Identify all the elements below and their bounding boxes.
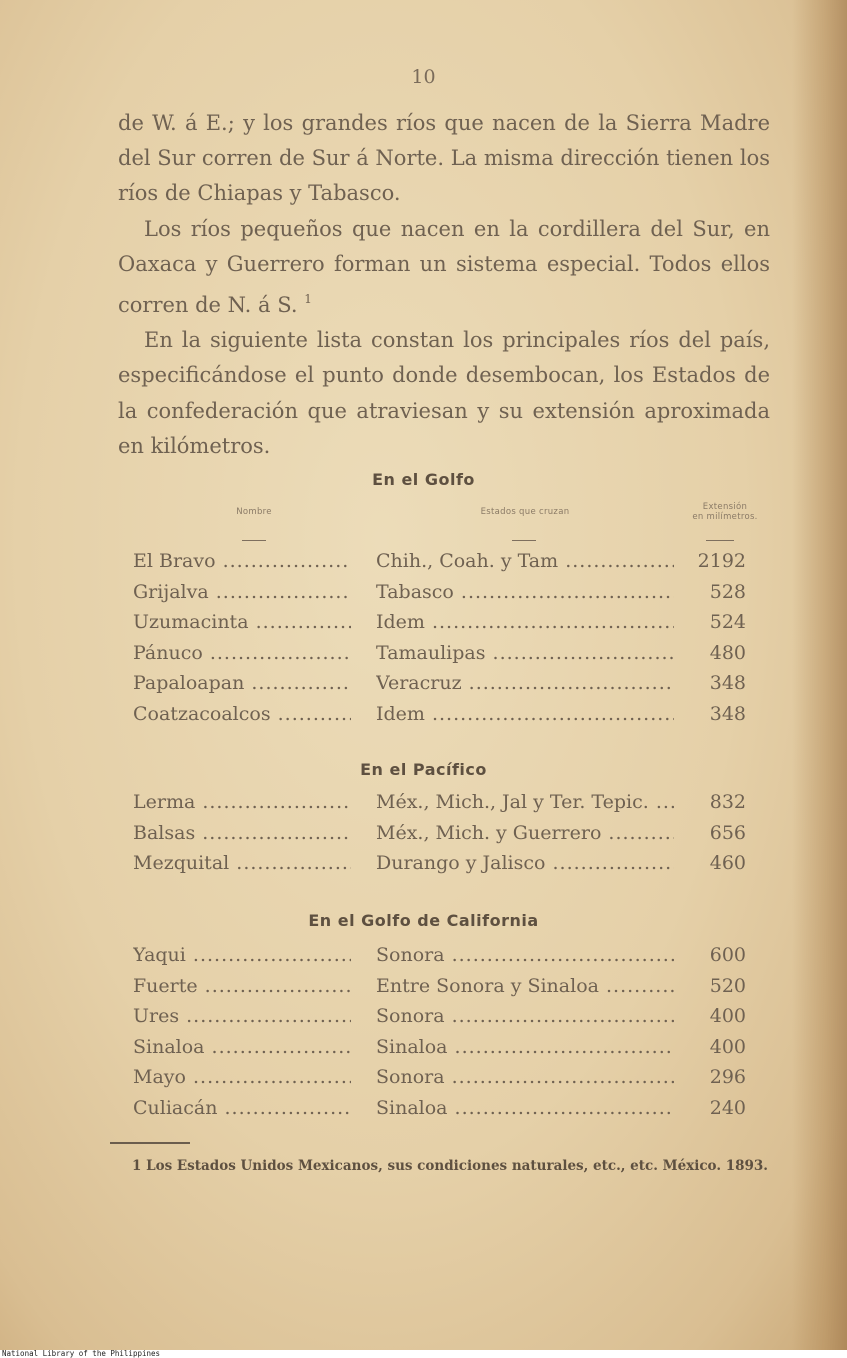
column-header-states: Estados que cruzan (480, 507, 570, 517)
river-extension: 656 (709, 821, 746, 844)
paragraph-2 (118, 212, 770, 324)
river-name: Culiacán ..... (133, 1097, 351, 1119)
river-name: Fuerte ..... (133, 975, 351, 997)
river-states: Tabasco ..... (376, 581, 674, 603)
table-row (0, 944, 847, 974)
river-states: Sonora ..... (376, 1005, 674, 1027)
river-name: Uzumacinta ..... (133, 611, 351, 633)
river-name: Coatzacoalcos ..... (133, 703, 351, 725)
table-row (0, 1036, 847, 1066)
river-extension: 2192 (697, 550, 746, 572)
river-extension: 600 (709, 944, 746, 966)
river-name: Sinaloa ..... (133, 1036, 351, 1058)
river-extension: 400 (709, 1035, 746, 1058)
table-row (0, 1005, 847, 1035)
footnote-rule (110, 1142, 190, 1144)
river-extension: 528 (709, 580, 746, 603)
river-name: Pánuco ..... (133, 642, 351, 664)
table-row (0, 975, 847, 1005)
page-number: 10 (411, 66, 436, 88)
river-extension: 348 (709, 672, 746, 695)
river-states: Entre Sonora y Sinaloa ..... (376, 975, 674, 997)
river-extension: 240 (709, 1097, 746, 1119)
river-extension: 348 (709, 703, 746, 725)
column-header-name: Nombre (236, 507, 272, 517)
river-states: Idem ..... (376, 611, 674, 633)
river-name: Mayo ..... (133, 1066, 351, 1088)
table-row (0, 672, 847, 702)
section-title-california: En el Golfo de California (308, 911, 539, 930)
table-row (0, 1097, 847, 1127)
library-credit: National Library of the Philippines (2, 1349, 161, 1358)
table-row (0, 822, 847, 852)
column-divider-dash (242, 540, 266, 541)
river-extension: 296 (709, 1066, 746, 1089)
footnote-reference: 1 (304, 292, 312, 307)
column-divider-dash (512, 540, 536, 541)
table-row (0, 581, 847, 611)
river-states: Veracruz ..... (376, 672, 674, 694)
table-row (0, 642, 847, 672)
river-states: Durango y Jalisco ..... (376, 852, 674, 874)
river-states: Méx., Mich., Jal y Ter. Tepic. ..... (376, 791, 674, 813)
river-extension: 520 (709, 974, 746, 997)
river-extension: 832 (709, 791, 746, 813)
column-divider-dash (706, 540, 734, 541)
river-name: El Bravo ..... (133, 550, 351, 572)
column-header-extension-line1: Extensión (702, 502, 748, 512)
river-states: Chih., Coah. y Tam ..... (376, 550, 674, 572)
river-name: Lerma ..... (133, 791, 351, 813)
river-states: Sonora ..... (376, 1066, 674, 1088)
table-row (0, 611, 847, 641)
column-header-extension-line2: en milímetros. (692, 512, 758, 522)
river-states: Tamaulipas ..... (376, 642, 674, 664)
section-title-pacifico: En el Pacífico (360, 760, 487, 779)
river-name: Ures ..... (133, 1005, 351, 1027)
river-states: Méx., Mich. y Guerrero ..... (376, 822, 674, 844)
section-title-golfo: En el Golfo (372, 470, 475, 489)
river-states: Idem ..... (376, 703, 674, 725)
river-extension: 460 (709, 852, 746, 874)
footnote: 1 Los Estados Unidos Mexicanos, sus condiciones naturales, etc., etc. México. 1893. (132, 1158, 768, 1174)
river-states: Sinaloa ..... (376, 1097, 674, 1119)
table-row (0, 1066, 847, 1096)
table-row (0, 550, 847, 580)
table-row (0, 703, 847, 733)
paragraph-3: En la siguiente lista constan los principales ríos del país, especificándose el punto donde desembocan, los Estados de la confederación que atraviesan y su extensión aproximada en kilómetros. (118, 328, 770, 458)
paragraph-2-text: Los ríos pequeños que nacen en la cordillera del Sur, en Oaxaca y Guerrero forman un sistema especial. Todos ellos corren de N. á S. (118, 216, 770, 318)
river-states: Sinaloa ..... (376, 1036, 674, 1058)
column-header-extension (680, 502, 770, 522)
river-name: Grijalva ..... (133, 581, 351, 603)
table-row (0, 791, 847, 821)
table-row (0, 852, 847, 882)
river-extension: 400 (709, 1005, 746, 1028)
river-extension: 524 (709, 611, 746, 634)
paragraph-1: de W. á E.; y los grandes ríos que nacen de la Sierra Madre del Sur corren de Sur á Norte. La misma dirección tienen los ríos de Chiapas y Tabasco. (118, 111, 770, 206)
river-states: Sonora ..... (376, 944, 674, 966)
river-extension: 480 (709, 641, 746, 664)
body-text (118, 106, 770, 464)
river-name: Balsas ..... (133, 822, 351, 844)
river-name: Papaloapan ..... (133, 672, 351, 694)
river-name: Yaqui ..... (133, 944, 351, 966)
river-name: Mezquital ..... (133, 852, 351, 874)
